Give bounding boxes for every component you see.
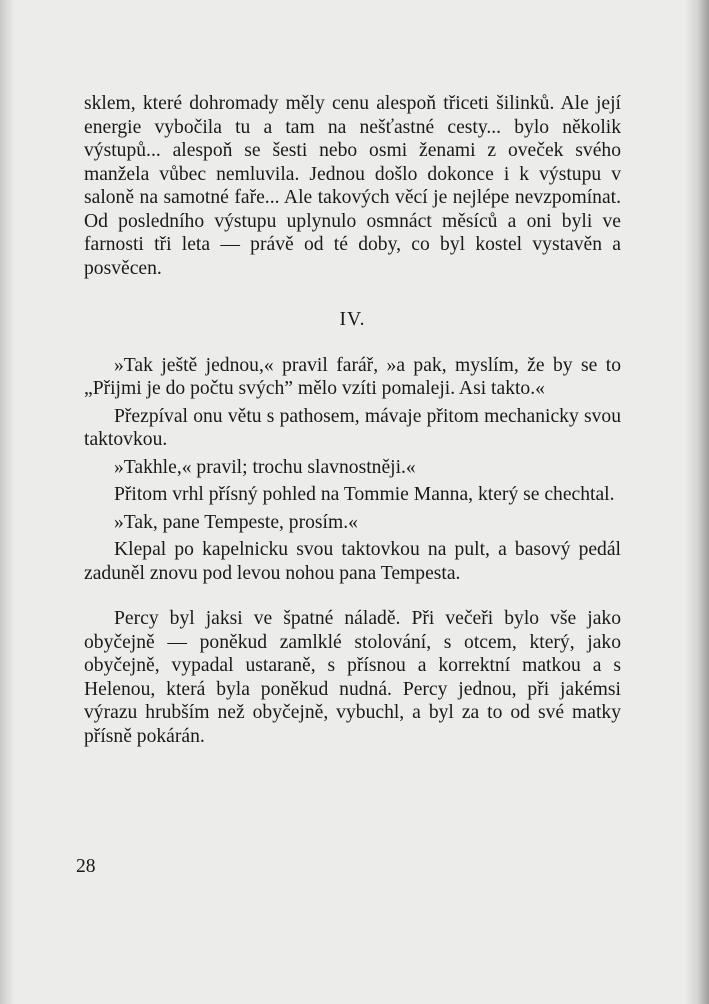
paragraph-opening: sklem, které dohromady měly cenu alespoň třiceti šilinků. Ale její energie vybočila tu a tam na nešťastné cesty... bylo několik výstupů... alespoň se šesti nebo osmi ženami z oveček svého manžela vůbec nemluvila. Jednou došlo dokonce i k výstupu v saloně na samotné faře... Ale takových věcí je nejlépe nevzpomínat. Od posledního výstupu uplynulo osmnáct měsíců a oni byli ve farnosti tři leta — právě od té doby, co byl kostel vystavěn a posvěcen. xyxy=(84,93,621,279)
page-text xyxy=(84,92,621,748)
paragraph-final: Percy byl jaksi ve špatné náladě. Při večeři bylo vše jako obyčejně — poněkud zamlklé stolování, s otcem, který, jako obyčejně, vypadal ustaraně, s přísnou a korrektní matkou a s Helenou, která byla poněkud nudná. Percy jednou, při jakémsi výrazu hrubším než obyčejně, vybuchl, a byl za to od své matky přísně pokárán. xyxy=(84,608,621,747)
page-number: 28 xyxy=(76,856,96,877)
page-edge-right xyxy=(685,0,709,1004)
paragraph-dialogue-5: »Tak, pane Tempeste, prosím.« xyxy=(114,511,358,533)
paragraph-4: Přitom vrhl přísný pohled na Tommie Manna, který se chechtal. xyxy=(114,484,615,505)
paragraph-dialogue-1: »Tak ještě jednou,« pravil farář, »a pak, myslím, že by se to „Přijmi je do počtu svých” mělo vzíti pomaleji. Asi takto.« xyxy=(84,354,621,399)
page-edge-left xyxy=(0,0,14,1004)
paragraph-6: Klepal po kapelnicku svou taktovkou na pult, a basový pedál zaduněl znovu pod levou nohou pana Tempesta. xyxy=(84,539,621,584)
paragraph-2: Přezpíval onu větu s pathosem, mávaje přitom mechanicky svou taktovkou. xyxy=(84,405,621,450)
chapter-heading: IV. xyxy=(339,309,366,330)
paragraph-dialogue-3: »Takhle,« pravil; trochu slavnostněji.« xyxy=(114,456,416,478)
